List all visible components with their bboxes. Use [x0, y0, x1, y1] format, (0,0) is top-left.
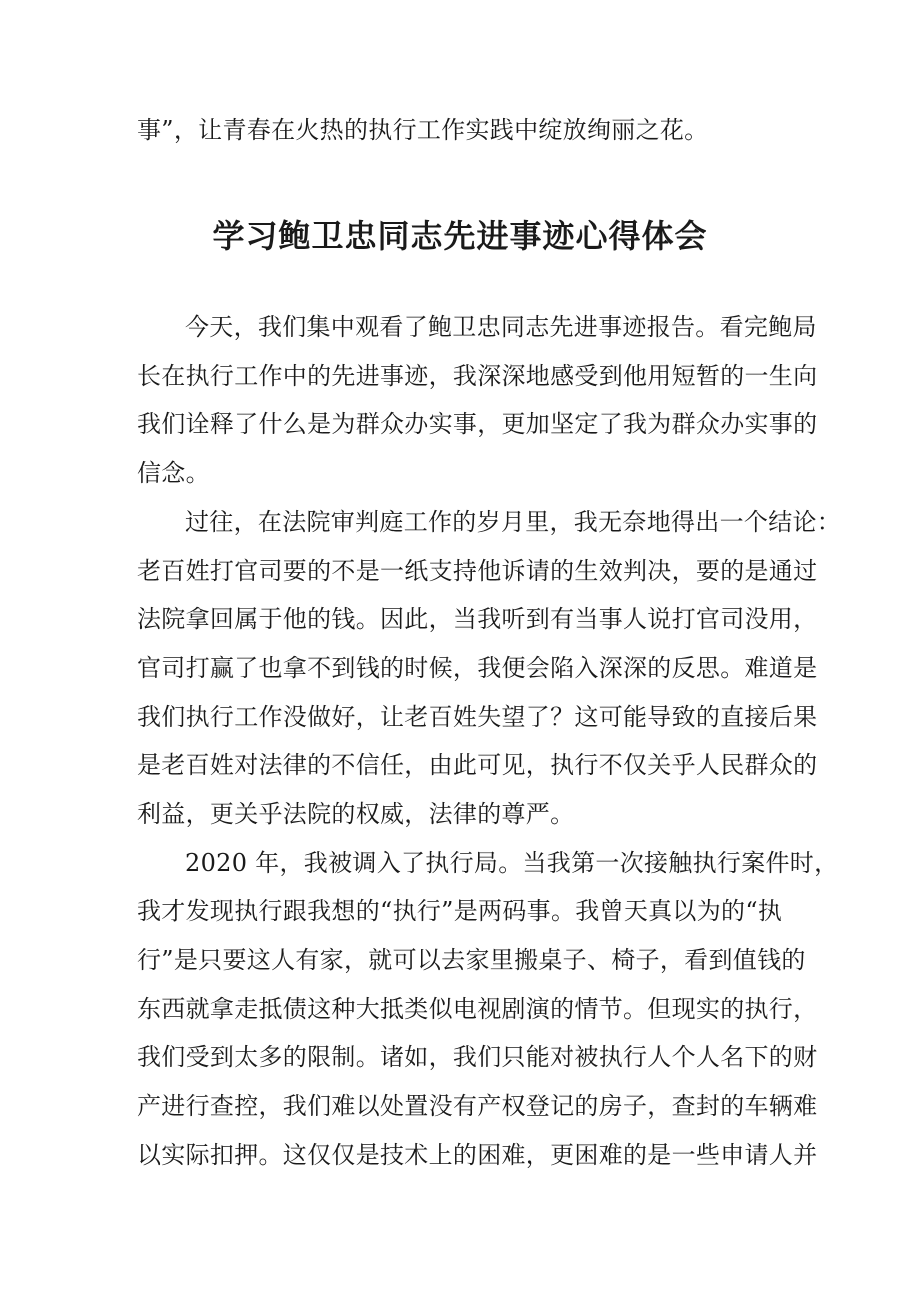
paragraph-line: 老百姓打官司要的不是一纸支持他诉请的生效判决，要的是通过	[137, 557, 818, 585]
paragraph-line: 2020 年，我被调入了执行局。当我第一次接触执行案件时，	[185, 849, 839, 877]
paragraph-line: 我们诠释了什么是为群众办实事，更加坚定了我为群众办实事的	[137, 410, 818, 438]
paragraph-line: 我们执行工作没做好，让老百姓失望了？这可能导致的直接后果	[137, 703, 818, 731]
paragraph-line: 过往，在法院审判庭工作的岁月里，我无奈地得出一个结论：	[185, 508, 842, 536]
paragraph-line: 法院拿回属于他的钱。因此，当我听到有当事人说打官司没用，	[137, 605, 818, 633]
paragraph-line: 产进行查控，我们难以处置没有产权登记的房子，查封的车辆难	[137, 1092, 818, 1120]
document-title: 学习鲍卫忠同志先进事迹心得体会	[212, 217, 708, 255]
paragraph-line: 是老百姓对法律的不信任，由此可见，执行不仅关乎人民群众的	[137, 751, 818, 779]
paragraph-line: 官司打赢了也拿不到钱的时候，我便会陷入深深的反思。难道是	[137, 654, 818, 682]
paragraph-line: 以实际扣押。这仅仅是技术上的困难，更困难的是一些申请人并	[137, 1141, 818, 1169]
paragraph-line: 信念。	[137, 459, 210, 487]
paragraph-line: 我们受到太多的限制。诸如，我们只能对被执行人个人名下的财	[137, 1043, 818, 1071]
continuation-line: 事”，让青春在火热的执行工作实践中绽放绚丽之花。	[137, 116, 709, 144]
paragraph-line: 行”是只要这人有家，就可以去家里搬桌子、椅子，看到值钱的	[137, 946, 806, 974]
paragraph-line: 东西就拿走抵债这种大抵类似电视剧演的情节。但现实的执行，	[137, 995, 818, 1023]
paragraph-line: 长在执行工作中的先进事迹，我深深地感受到他用短暂的一生向	[137, 362, 818, 390]
paragraph-line: 今天，我们集中观看了鲍卫忠同志先进事迹报告。看完鲍局	[185, 313, 817, 341]
paragraph-line: 我才发现执行跟我想的“执行”是两码事。我曾天真以为的“执	[137, 897, 783, 925]
paragraph-line: 利益，更关乎法院的权威，法律的尊严。	[137, 800, 575, 828]
